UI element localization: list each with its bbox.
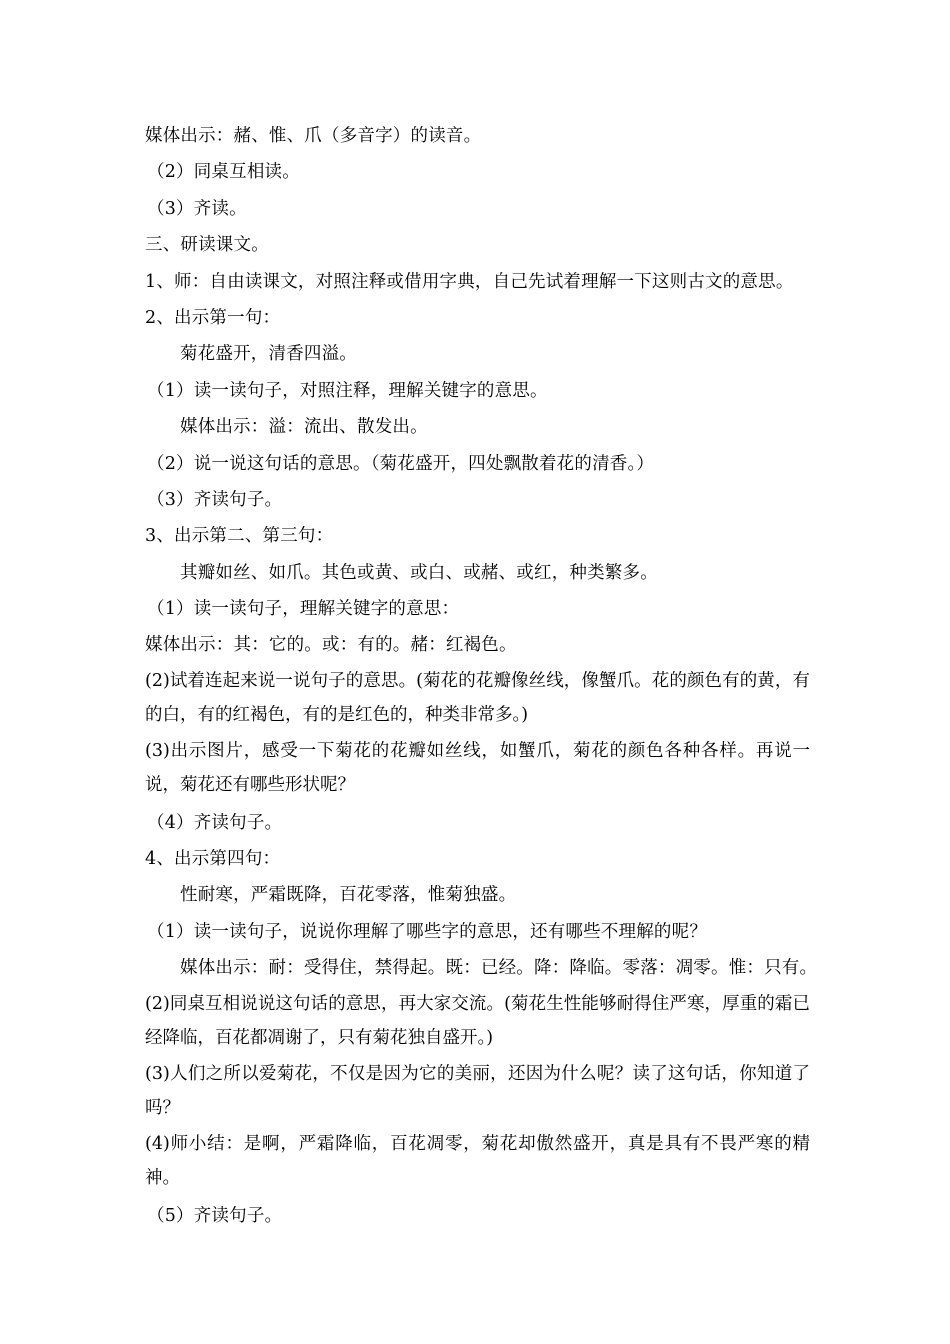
text-line: （1）读一读句子，理解关键字的意思：	[147, 599, 460, 620]
text-line: 媒体出示：溢：流出、散发出。	[180, 417, 428, 438]
lesson-lines-part1	[145, 118, 810, 664]
paragraph-desk-discussion: (2)同桌互相说说这句话的意思，再大家交流。(菊花生性能够耐得住严寒，厚重的霜已经降临，百花都凋谢了，只有菊花独自盛开。)	[145, 993, 810, 1048]
text-line: 媒体出示：赭、惟、爪（多音字）的读音。	[145, 126, 482, 146]
text-line: （2）同桌互相读。	[147, 162, 300, 183]
text-line: 媒体出示：耐：受得住，禁得起。既：已经。降：降临。零落：凋零。惟：只有。	[180, 958, 818, 979]
text-line: （1）读一读句子，对照注释，理解关键字的意思。	[147, 380, 548, 401]
document-page	[145, 118, 818, 1234]
text-line: 菊花盛开，清香四溢。	[180, 344, 357, 365]
text-line: 三、研读课文。	[145, 235, 269, 256]
text-line: （3）齐读句子。	[147, 489, 283, 510]
text-line: 2、出示第一句：	[145, 307, 281, 328]
text-line-final: （5）齐读句子。	[147, 1205, 283, 1226]
paragraph-why-love-chrysanthemum: (3)人们之所以爱菊花，不仅是因为它的美丽，还因为什么呢？读了这句话，你知道了吗？	[145, 1063, 810, 1118]
paragraph-picture-activity: (3)出示图片，感受一下菊花的花瓣如丝线，如蟹爪，菊花的颜色各种各样。再说一说，菊花还有哪些形状呢？	[145, 741, 810, 796]
text-line: 性耐寒，严霜既降，百花零落，惟菊独盛。	[180, 885, 517, 906]
text-line: 3、出示第二、第三句：	[145, 526, 334, 547]
text-line: 媒体出示：其：它的。或：有的。赭：红褐色。	[145, 635, 517, 656]
text-line: 4、出示第四句：	[145, 849, 281, 870]
text-line: 1、师：自由读课文，对照注释或借用字典，自己先试着理解一下这则古文的意思。	[145, 271, 794, 292]
text-line: （4）齐读句子。	[147, 812, 283, 833]
text-line: 其瓣如丝、如爪。其色或黄、或白、或赭、或红，种类繁多。	[180, 562, 658, 583]
paragraph-sentence-meaning: (2)试着连起来说一说句子的意思。(菊花的花瓣像丝线，像蟹爪。花的颜色有的黄，有的白，有的红褐色，有的是红色的，种类非常多。)	[145, 670, 810, 725]
text-line: （2）说一说这句话的意思。（菊花盛开，四处飘散着花的清香。）	[147, 453, 655, 474]
lesson-lines-part2	[145, 805, 818, 987]
text-line: （1）读一读句子，说说你理解了哪些字的意思，还有哪些不理解的呢？	[147, 921, 708, 942]
text-line: （3）齐读。	[147, 198, 247, 219]
paragraph-teacher-summary: (4)师小结：是啊，严霜降临，百花凋零，菊花却傲然盛开，真是具有不畏严寒的精神。	[145, 1134, 810, 1189]
